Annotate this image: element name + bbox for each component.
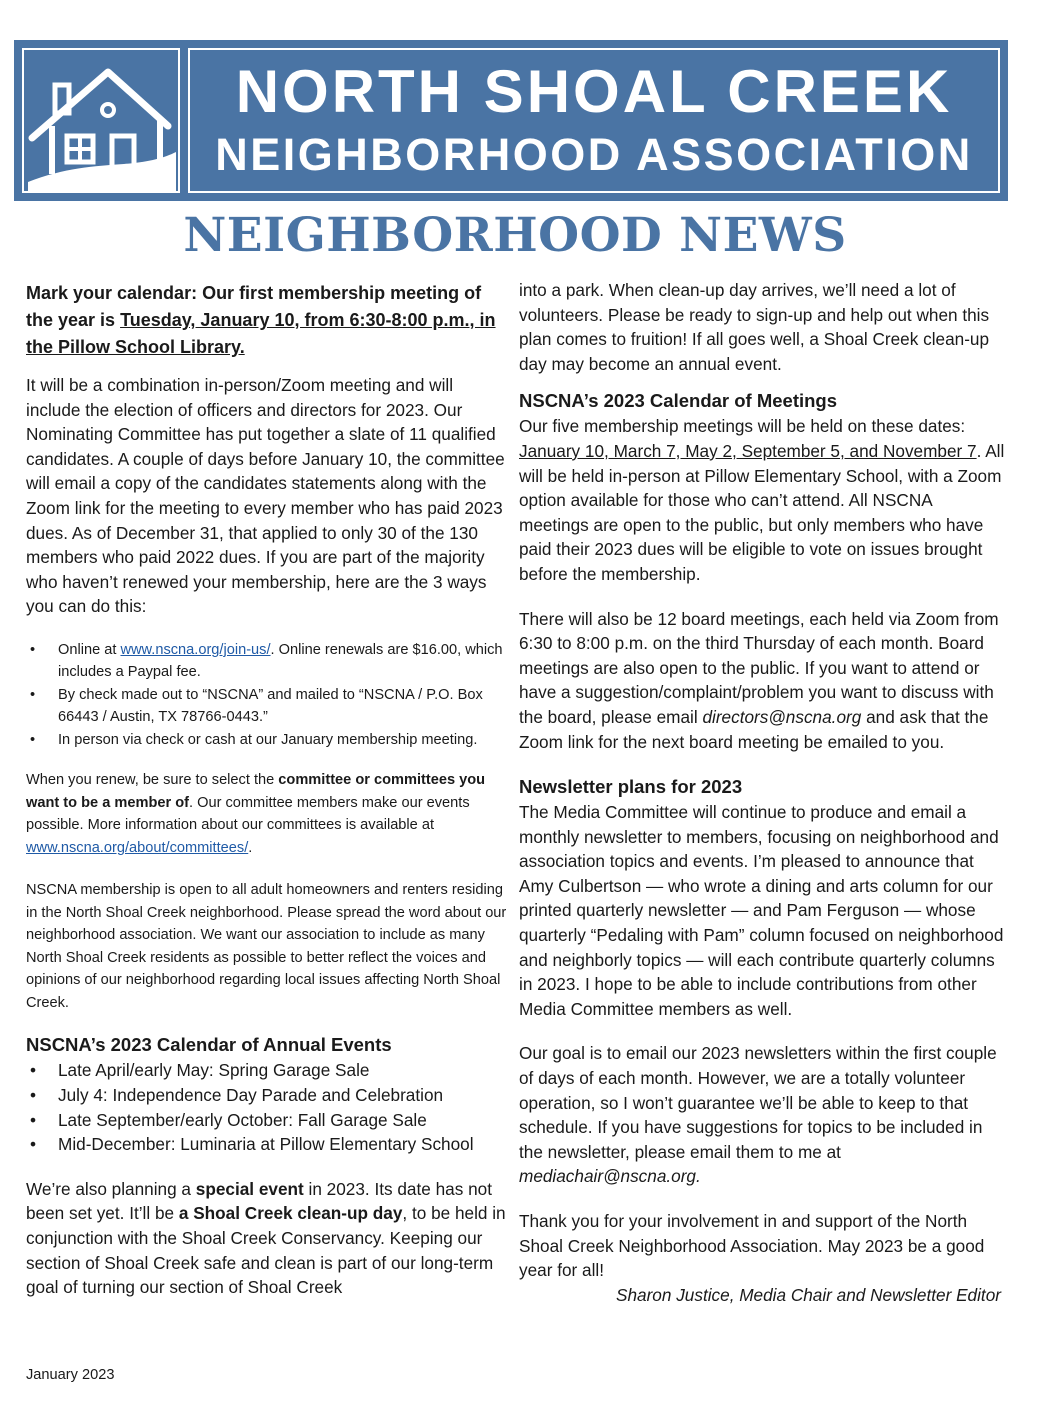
committees-text-1: When you renew, be sure to select the: [26, 772, 279, 789]
right-column: [519, 278, 1005, 1307]
committees-bold: committee or committees you want to be a member of: [26, 772, 486, 811]
membership-paragraph: NSCNA membership is open to all adult homeowners and renters residing in the North Shoal Creek neighborhood. Please spread the word about our neighborhood association. We want our association to include as many North Shoal Creek residents as possible to better reflect the voices and opinions of our neighborhood regarding local issues affecting North Shoal Creek.: [26, 882, 507, 1011]
goal-text: Our goal is to email our 2023 newsletters within the first couple of days of each month. However, we are a totally volunteer operation, so I won’t guarantee we’ll be able to keep to that schedule. If you have suggestions for topics to be included in the newsletter, please email them to me at: [519, 1043, 997, 1162]
board-text-1: There will also be 12 board meetings, each held via Zoom from 6:30 to 8:00 p.m. on the third Thursday of each month. Board meetings are also open to the public. If you want to attend or have a suggestion/complaint/problem you want to discuss with the board, please email: [519, 608, 999, 727]
house-on-hill-icon: [24, 50, 178, 191]
meetings-text-2: . All will be held in-person at Pillow Elementary School, with a Zoom option available for those who can’t attend. All NSCNA meetings are open to the public, but only members who have paid their 2023 dues will be eligible to vote on issues brought before the membership.: [519, 440, 1005, 584]
list-item: [26, 1132, 512, 1157]
board-email: directors@nscna.org: [702, 706, 862, 727]
meetings-dates: January 10, March 7, May 2, September 5, and November 7: [519, 440, 977, 461]
board-text-2: and ask that the Zoom link for the next board meeting be emailed to you.: [519, 706, 989, 752]
association-title: [188, 48, 1000, 193]
renew-in-person-text: In person via check or cash at our January membership meeting.: [58, 731, 478, 748]
list-item: [26, 729, 512, 752]
renewal-ways-list: [26, 639, 512, 752]
list-item: [26, 684, 512, 729]
event-item: July 4: Independence Day Parade and Celebration: [58, 1085, 444, 1106]
logo: [22, 48, 180, 193]
bullet-icon: •: [30, 686, 36, 703]
list-item: [26, 639, 512, 684]
list-item: [26, 1083, 512, 1108]
board-meetings-paragraph: [519, 607, 1005, 755]
special-event-paragraph: [26, 1177, 512, 1300]
goal-paragraph: [519, 1041, 1005, 1189]
renew-check-text: By check made out to “NSCNA” and mailed to “NSCNA / P.O. Box 66443 / Austin, TX 78766-0443.”: [58, 686, 483, 726]
events-heading: NSCNA’s 2023 Calendar of Annual Events: [26, 1034, 392, 1056]
event-item: Late April/early May: Spring Garage Sale: [58, 1060, 370, 1081]
newsletter-heading: Newsletter plans for 2023: [519, 776, 743, 798]
special-text-2: in 2023. Its date has not been set yet. It’ll be: [26, 1178, 492, 1224]
event-item: Late September/early October: Fall Garage Sale: [58, 1109, 427, 1130]
bullet-icon: •: [30, 1134, 37, 1155]
bullet-icon: •: [30, 641, 36, 658]
special-bold-1: special event: [195, 1178, 304, 1199]
left-column: [26, 278, 512, 1300]
meeting-announcement: [26, 280, 512, 361]
footer-date: January 2023: [26, 1367, 115, 1383]
bullet-icon: •: [30, 1060, 37, 1081]
newsletter-masthead: NEIGHBORHOOD NEWS: [183, 208, 847, 263]
thanks-paragraph: Thank you for your involvement in and support of the North Shoal Creek Neighborhood Association. May 2023 be a good year for all!: [519, 1211, 985, 1281]
editor-signature: Sharon Justice, Media Chair and Newsletter Editor: [616, 1284, 1001, 1305]
committees-text-3: .: [248, 839, 253, 856]
events-list: [26, 1058, 512, 1156]
special-text-1: We’re also planning a: [26, 1178, 196, 1199]
lead-date-location: Tuesday, January 10, from 6:30-8:00 p.m., in the Pillow School Library.: [26, 310, 496, 357]
join-us-link[interactable]: www.nscna.org/join-us/: [120, 641, 271, 658]
header-banner: [14, 40, 1008, 201]
meeting-paragraph: It will be a combination in-person/Zoom meeting and will include the election of officers and directors for 2023. Our Nominating Committee has put together a slate of 11 qualified candidates. A couple of days before January 10, the committee will email a copy of the candidates statements along with the Zoom link for the meeting to every member who has paid 2023 dues. As of December 31, that applied to only 30 of the 130 members who paid 2022 dues. If you are part of the majority who haven’t renewed your membership, here are the 3 ways you can do this:: [26, 375, 505, 617]
meetings-text-1: Our five membership meetings will be held on these dates:: [519, 416, 966, 437]
special-text-3: , to be held in conjunction with the Shoal Creek Conservancy. Keeping our section of Shoal Creek safe and clean is part of our long-term goal of turning our section of Shoal Creek: [26, 1203, 506, 1298]
bullet-icon: •: [30, 731, 36, 748]
goal-email: mediachair@nscna.org.: [519, 1166, 701, 1187]
bullet-icon: •: [30, 1109, 37, 1130]
meetings-paragraph: [519, 414, 1005, 586]
title-line-2: NEIGHBORHOOD ASSOCIATION: [215, 129, 973, 180]
list-item: [26, 1058, 512, 1083]
newsletter-paragraph: The Media Committee will continue to produce and email a monthly newsletter to members, focusing on neighborhood and association topics and events. I’m pleased to announce that Amy Culbertson — who wrote a dining and arts column for our printed quarterly newsletter — and Pam Ferguson — whose quarterly “Pedaling with Pam” column focused on neighborhood and neighborly topics — will each contribute quarterly columns in 2023. I hope to be able to include contributions from other Media Committee members as well.: [519, 802, 1004, 1019]
lead-text: Mark your calendar: Our first membership meeting of the year is: [26, 283, 482, 330]
bullet-icon: •: [30, 1085, 37, 1106]
meetings-heading: NSCNA’s 2023 Calendar of Meetings: [519, 390, 838, 412]
committees-link[interactable]: www.nscna.org/about/committees/: [26, 839, 249, 856]
renew-online-fee: . Online renewals are $16.00, which includes a Paypal fee.: [58, 641, 503, 681]
renew-online-text: Online at: [58, 641, 121, 658]
continuation-paragraph: into a park. When clean-up day arrives, we’ll need a lot of volunteers. Please be ready to sign-up and help out when this plan comes to fruition! If all goes well, a Shoal Creek clean-up day may become an annual event.: [519, 280, 990, 374]
committees-paragraph: [26, 769, 512, 859]
event-item: Mid-December: Luminaria at Pillow Elementary School: [58, 1134, 474, 1155]
list-item: [26, 1108, 512, 1133]
special-bold-2: a Shoal Creek clean-up day: [178, 1203, 403, 1224]
title-line-1: NORTH SHOAL CREEK: [235, 58, 953, 125]
committees-text-2: . Our committee members make our events possible. More information about our committees is available at: [26, 794, 470, 834]
